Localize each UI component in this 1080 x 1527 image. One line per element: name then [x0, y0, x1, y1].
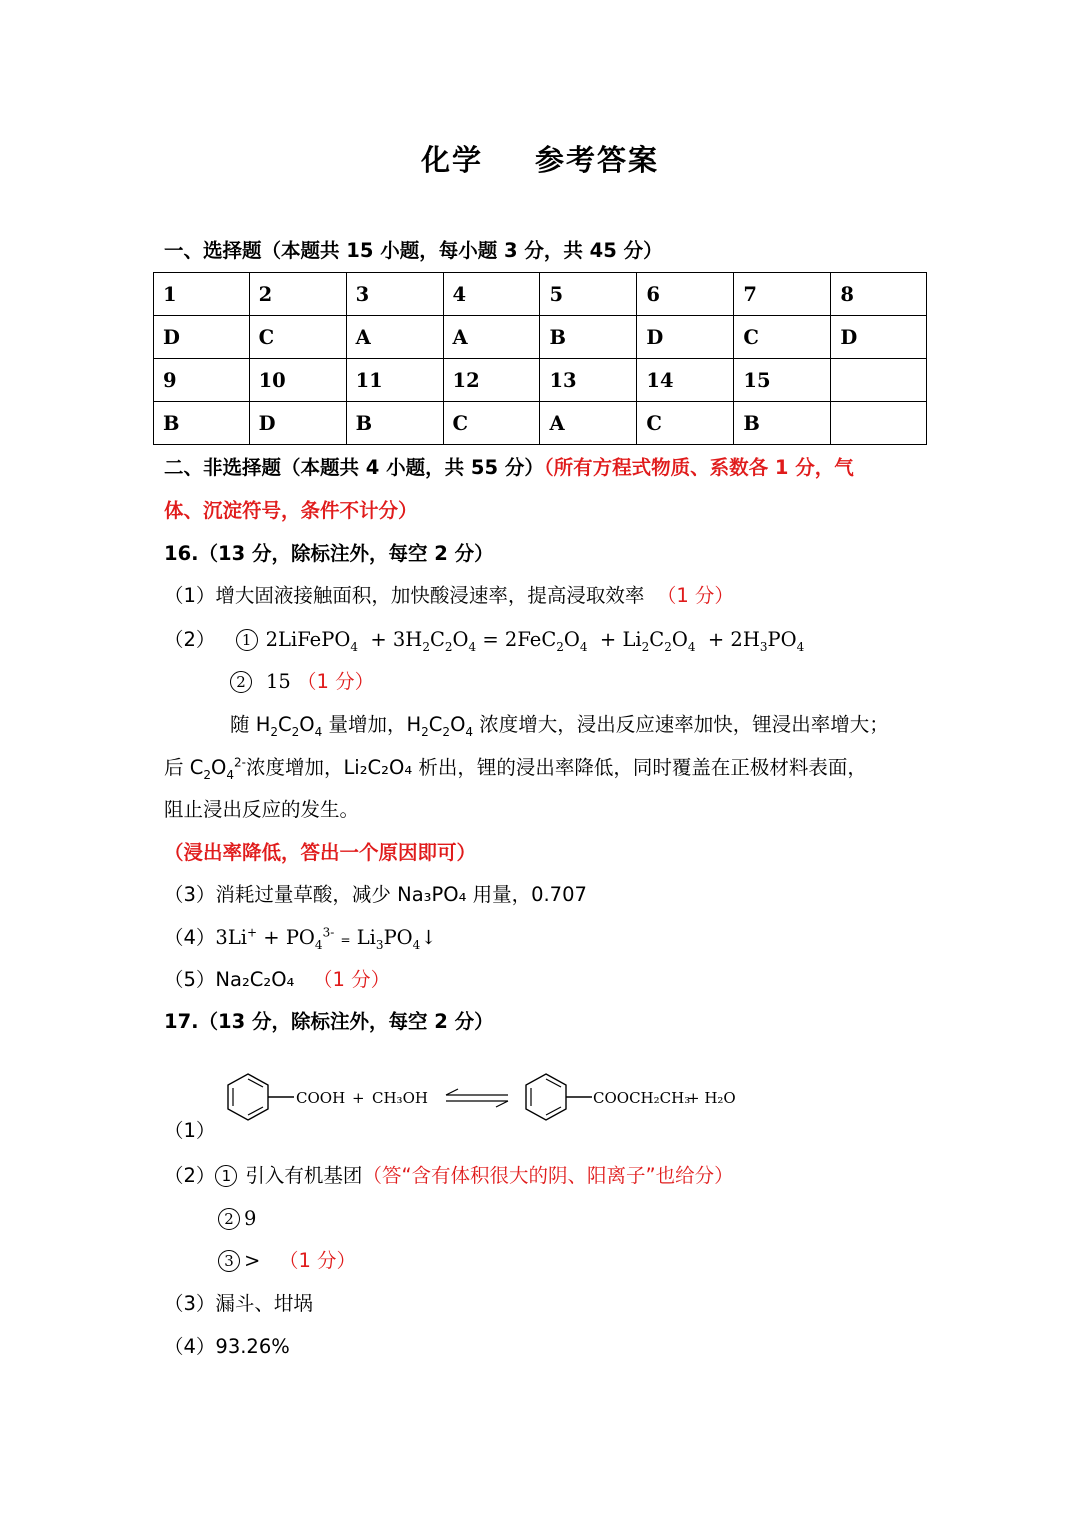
q16-explanation-line2: 后 $C_2O_4^{2-}$浓度增加，Li₂C₂O₄ 析出，锂的浸出率降低，同时覆盖在正极材料表面， — [164, 755, 867, 782]
answer-table-cell: 3 — [346, 273, 443, 316]
q17-part2-answer1-note: （答“含有体积很大的阴、阳离子”也给分） — [362, 1164, 734, 1187]
q16-part2-answer2: 15 — [266, 670, 291, 693]
answer-table-cell: D — [637, 316, 734, 359]
answer-table-row — [154, 273, 927, 316]
answer-table-cell: 7 — [734, 273, 831, 316]
product-water-label: + H₂O — [687, 1089, 736, 1107]
q17-part2-answer3: > — [244, 1249, 261, 1272]
answer-table-cell: 13 — [540, 359, 637, 402]
circled-number-2: 2 — [230, 671, 252, 693]
q16-part2-score2: （1 分） — [297, 670, 375, 693]
section2-note-b: 体、沉淀符号，条件不计分） — [164, 499, 418, 522]
answer-table-cell: 8 — [831, 273, 927, 316]
answer-table-cell: 4 — [443, 273, 540, 316]
reaction-plus: + — [352, 1089, 365, 1107]
q16-part5 — [164, 967, 390, 993]
q16-note: （浸出率降低，答出一个原因即可） — [164, 841, 477, 864]
title-subject: 化学 — [420, 143, 483, 177]
answer-table-row — [154, 402, 927, 445]
answer-table-cell: A — [346, 316, 443, 359]
answer-table-cell: A — [540, 402, 637, 445]
q16-part1-score: （1 分） — [656, 584, 734, 607]
answer-table-cell: C — [734, 316, 831, 359]
q16-heading: 16.（13 分，除标注外，每空 2 分） — [164, 542, 494, 565]
q17-part2-answer1: 引入有机基团 — [245, 1164, 363, 1187]
answer-table-cell: B — [734, 402, 831, 445]
answer-table-cell — [831, 402, 927, 445]
answer-table-row — [154, 359, 927, 402]
q16-part2-label: （2） — [164, 628, 216, 651]
section2-note-a: （所有方程式物质、系数各 1 分，气 — [543, 456, 854, 479]
q16-part4-label: （4） — [164, 926, 216, 949]
q16-part2-line2 — [230, 669, 374, 695]
q16-part5-score: （1 分） — [312, 968, 391, 991]
answer-table-cell: A — [443, 316, 540, 359]
section2-heading-line — [164, 455, 854, 481]
answer-table-cell: 14 — [637, 359, 734, 402]
answer-table-cell: D — [154, 316, 250, 359]
answer-table-cell: 2 — [249, 273, 346, 316]
benzene-ring-product — [526, 1074, 566, 1120]
q16-part3: （3）消耗过量草酸，减少 Na₃PO₄ 用量，0.707 — [164, 883, 587, 906]
answer-table-cell: 6 — [637, 273, 734, 316]
q17-part4: （4）93.26% — [164, 1335, 290, 1358]
q17-part2-line3 — [218, 1248, 356, 1274]
q16-part4: $(4)3Li^+ + PO_4^{3-}$ = $Li_3PO_4↓$ — [164, 925, 437, 952]
benzene-ring-reactant — [228, 1074, 268, 1120]
q17-part2-line2 — [218, 1206, 256, 1232]
answer-table-row — [154, 316, 927, 359]
page-title — [0, 138, 1080, 179]
answer-table-cell: B — [154, 402, 250, 445]
circled-number-2: 2 — [218, 1208, 240, 1230]
q17-part2-line1 — [164, 1163, 734, 1189]
answer-table-cell: 15 — [734, 359, 831, 402]
circled-number-1: 1 — [215, 1165, 237, 1187]
answer-table-cell — [831, 359, 927, 402]
answer-table-cell: 11 — [346, 359, 443, 402]
answer-table-cell: D — [249, 402, 346, 445]
esterification-reaction-diagram — [210, 1068, 750, 1132]
q17-part2-answer2: 9 — [244, 1207, 257, 1230]
q16-part5-text: （5）Na₂C₂O₄ — [164, 968, 295, 991]
section1-heading: 一、选择题（本题共 15 小题，每小题 3 分，共 45 分） — [164, 239, 663, 262]
q17-part3: （3）漏斗、坩埚 — [164, 1292, 313, 1315]
choice-answer-table — [153, 272, 927, 445]
q17-heading: 17.（13 分，除标注外，每空 2 分） — [164, 1010, 494, 1033]
answer-table-cell: C — [637, 402, 734, 445]
circled-number-1: 1 — [236, 629, 258, 651]
circled-number-3: 3 — [218, 1250, 240, 1272]
section2-heading: 二、非选择题（本题共 4 小题，共 55 分） — [164, 456, 544, 479]
reactant-alcohol-label: CH₃OH — [372, 1089, 428, 1107]
q16-part1 — [164, 583, 734, 609]
answer-table-cell: C — [443, 402, 540, 445]
q16-part1-text: （1）增大固液接触面积，加快酸浸速率，提高浸取效率 — [164, 584, 645, 607]
answer-table-cell: 10 — [249, 359, 346, 402]
q17-part1-label: （1） — [164, 1119, 216, 1142]
answer-table-cell: D — [831, 316, 927, 359]
q16-part2-line1 — [164, 627, 804, 653]
q16-explanation-line2-rest: 浓度增加，Li₂C₂O₄ 析出，锂的浸出率降低，同时覆盖在正极材料表面， — [245, 756, 867, 779]
answer-table-cell: 12 — [443, 359, 540, 402]
answer-table-cell: B — [540, 316, 637, 359]
answer-table-cell: 5 — [540, 273, 637, 316]
product-ester-label: COOCH₂CH₃ — [593, 1089, 691, 1107]
reactant-acid-label: COOH — [296, 1089, 346, 1107]
answer-table-cell: C — [249, 316, 346, 359]
answer-table-cell: 1 — [154, 273, 250, 316]
q17-part2-answer3-score: （1 分） — [278, 1249, 357, 1272]
answer-table-cell: 9 — [154, 359, 250, 402]
q16-equation: 2LiFePO$_4$ + $3H_2C_2O_4 = 2FeC_2O_4 + Li_2C_2O_4 + 2H_3PO_4$ — [265, 628, 805, 654]
title-main: 参考答案 — [535, 143, 660, 177]
q16-explanation-line1: 随 $H_2C_2O_4$ 量增加，$H_2C_2O_4$ 浓度增大，浸出反应速率加快，锂浸出率增大； — [230, 713, 889, 739]
q16-explanation-line3: 阻止浸出反应的发生。 — [164, 798, 360, 821]
q17-part2-label: （2） — [164, 1164, 216, 1187]
answer-table-cell: B — [346, 402, 443, 445]
